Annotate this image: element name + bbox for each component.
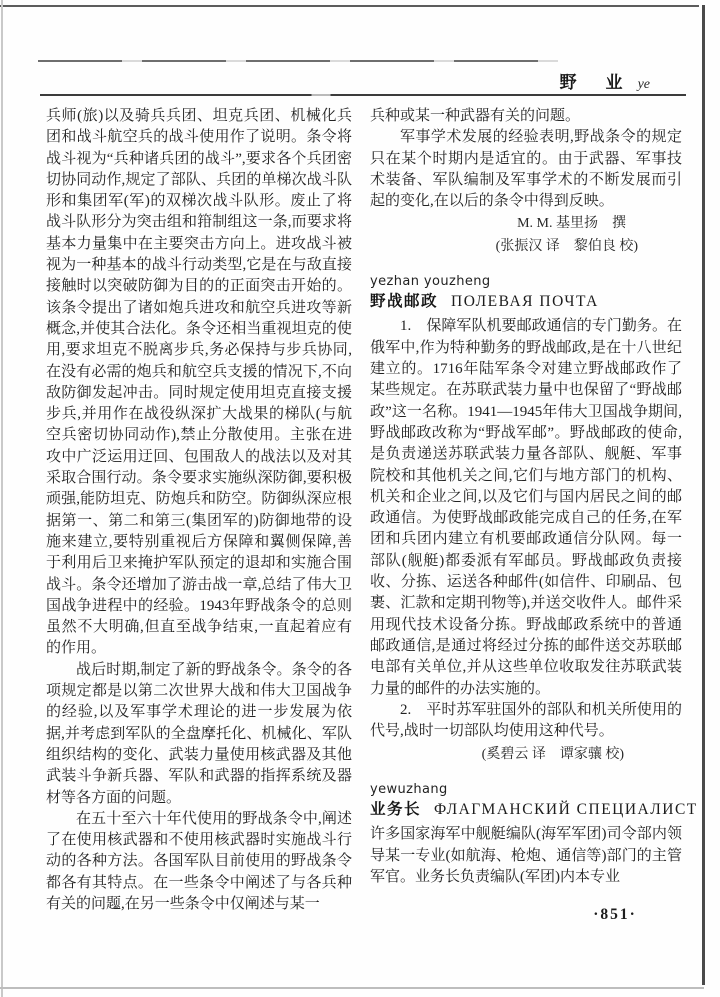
scan-border-top [0, 5, 699, 7]
entry-duty-officer-heading [370, 799, 698, 821]
page-header [0, 68, 650, 93]
scan-border-bottom [0, 987, 704, 989]
header-rule [40, 94, 686, 96]
entry-duty-officer-pinyin: yewuzhang [370, 782, 448, 798]
right-column [370, 106, 698, 888]
entry-duty-officer [370, 781, 698, 888]
paragraph-fifties-sixties: 在五十至六十年代使用的野战条令中,阐述了在使用核武器和不使用核武器时实施战斗行动的各种方法。各国军队目前使用的野战条令都各有其特点。在一些条令中阐述了与各兵种有关的问题,在另一些条令中仅阐述与某一 [46, 810, 352, 912]
running-head-title: 野 业 [559, 73, 629, 92]
entry-field-post-byline: (奚碧云 译 谭家骧 校) [481, 747, 624, 763]
scan-fold-line [38, 60, 558, 62]
running-head-pinyin: ye [637, 77, 650, 92]
scan-border-right [702, 5, 705, 985]
byline-translators: (张振汉 译 黎伯良 校) [495, 239, 638, 255]
entry-duty-officer-definition: 许多国家海军中舰艇编队(海军军团)司令部内领导某一专业(如航海、枪炮、通信等)部门的主管军官。业务长负责编队(军团)内本专业 [370, 826, 682, 886]
scan-border-left [1, 0, 3, 997]
paragraph-regulations-continued: 兵师(旅)以及骑兵兵团、坦克兵团、机械化兵团和战斗航空兵的战斗使用作了说明。条令将战斗视为“兵种诸兵团的战斗”,要求各个兵团密切协同动作,规定了部队、兵团的单梯次战斗队形和集团军(军)的双梯次战斗队形。废止了将战斗队形分为突击组和箝制组这一条,而要求将基本力量集中在主要突击方向上。进攻战斗被视为一种基本的战斗行动类型,它是在与敌直接接触时以突破防御为目的的正面突击开始的。该条令提出了诸如炮兵进攻和航空兵进攻等新概念,并使其合法化。条令还相当重视坦克的使用,要求坦克不脱离步兵,务必保持与步兵协同,在没有必需的炮兵和航空兵支援的情况下,不向敌防御发起冲击。同时规定使用坦克直接支援步兵,并用作在战役纵深扩大战果的梯队(与航空兵密切协同动作),禁止分散使用。主张在进攻中广泛运用迂回、包围敌人的战法以及对其采取合围行动。条令要求实施纵深防御,要积极顽强,能防坦克、防炮兵和防空。防御纵深应根据第一、第二和第三(集团军的)防御地带的设施来建立,要特别重视后方保障和翼侧保障,善于利用后卫来掩护军队预定的退却和实施合围战斗。条令还增加了游击战一章,总结了伟大卫国战争进程中的经验。1943年野战条令的总则虽然不大明确,但直至战争结束,一直起着应有的作用。 [46, 108, 352, 657]
entry-field-post-definition-2: 2. 平时苏军驻国外的部队和机关所使用的代号,战时一切部队均使用这种代号。 [370, 701, 682, 740]
byline-author: M. M. 基里扬 撰 [517, 216, 626, 232]
page-number: ·851· [593, 906, 637, 923]
left-column [46, 106, 352, 915]
entry-field-post-pinyin: yezhan youzheng [370, 274, 491, 290]
entry-field-post [370, 273, 682, 766]
paragraph-weapon-continued: 兵种或某一种武器有关的问题。 [370, 108, 581, 124]
entry-term-russian: ФЛАГМАНСКИЙ СПЕЦИАЛИСТ [434, 801, 698, 819]
entry-field-post-definition-1: 1. 保障军队机要邮政通信的专门勤务。在俄军中,作为特种勤务的野战邮政,是在十八世纪建立的。1716年陆军条令对建立野战邮政作了某些规定。在苏联武装力量中也保留了“野战邮政”这一名称。1941—1945年伟大卫国战争期间,野战邮政改称为“野战军邮”。野战邮政的使命,是负责递送苏联武装力量各部队、舰艇、军事院校和其他机关之间,它们与地方部门的机构、机关和企业之间,以及它们与国内居民之间的邮政通信。为使野战邮政能完成自己的任务,在军团和兵团内建立有机要邮政通信分队网。每一部队(舰艇)都委派有军邮员。野战邮政负责接收、分拣、运送各种邮件(如信件、印刷品、包裹、汇款和定期刊物等),并送交收件人。邮件采用现代技术设备分拣。野战邮政系统中的普通邮政通信,是通过将经过分拣的邮件送交苏联邮电部有关单位,并从这些单位收取发往苏联武装力量的邮件的办法实施的。 [370, 318, 682, 697]
entry-term-chinese: 野战邮政 [370, 293, 439, 311]
paragraph-postwar-regulations: 战后时期,制定了新的野战条令。条令的各项规定都是以第二次世界大战和伟大卫国战争的经验,以及军事学术理论的进一步发展为依据,并考虑到军队的全盘摩托化、机械化、军队组织结构的变化、武装力量使用核武器及其他武装斗争新兵器、军队和武器的指挥系统及器材等各方面的问题。 [46, 661, 352, 806]
entry-field-post-heading [370, 291, 682, 313]
entry-term-russian: ПОЛЕВАЯ ПОЧТА [451, 293, 599, 311]
paragraph-military-experience: 军事学术发展的经验表明,野战条令的规定只在某个时期内是适宜的。由于武器、军事技术装备、军队编制及军事学术的不断发展而引起的变化,在以后的条令中得到反映。 [370, 129, 682, 210]
entry-term-chinese: 业务长 [370, 801, 422, 819]
